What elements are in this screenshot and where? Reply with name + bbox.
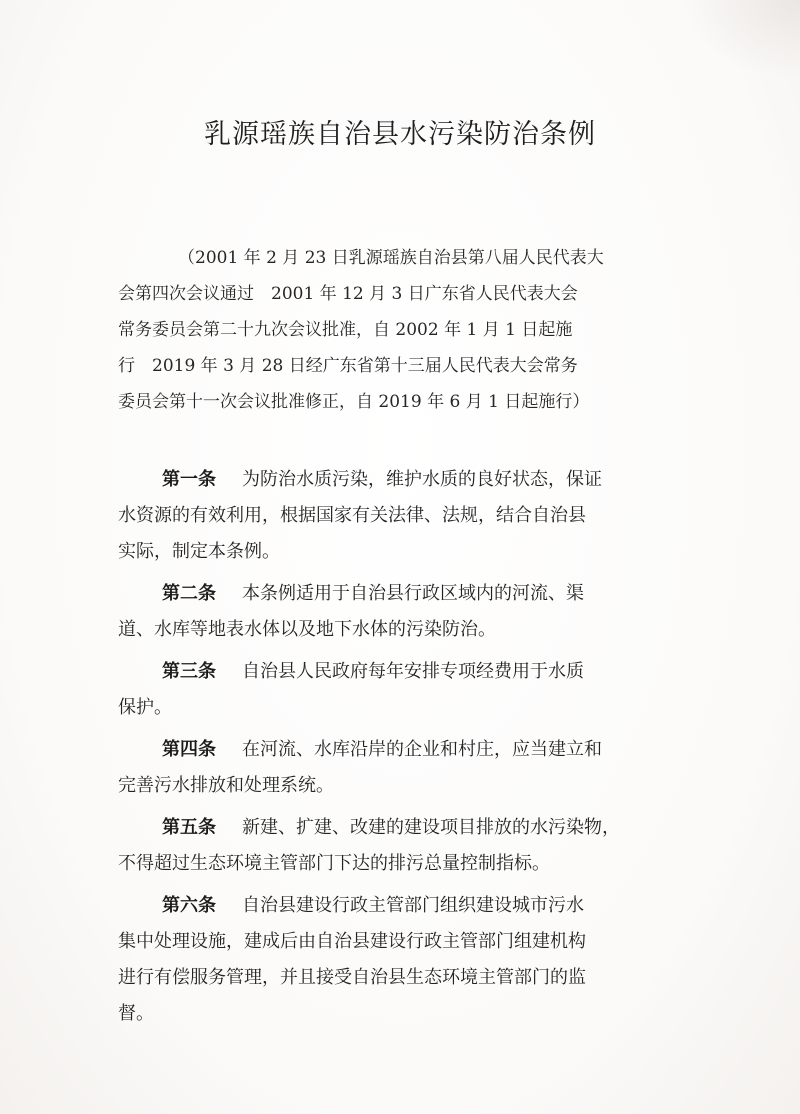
article-line <box>118 888 696 924</box>
article-3 <box>118 654 696 726</box>
preamble-line: 委员会第十一次会议批准修正，自 2019 年 6 月 1 日起施行） <box>118 392 590 412</box>
article-line: 完善污水排放和处理系统。 <box>118 775 334 796</box>
preamble <box>118 240 696 420</box>
article-line: 集中处理设施，建成后由自治县建设行政主管部门组建机构 <box>118 931 586 952</box>
article-text: 为防治水质污染，维护水质的良好状态，保证 <box>242 469 602 490</box>
article-4 <box>118 732 696 804</box>
article-line <box>118 654 696 690</box>
preamble-line: 常务委员会第二十九次会议批准，自 2002 年 1 月 1 日起施 <box>118 320 573 340</box>
article-line <box>118 810 696 846</box>
articles <box>118 462 696 1038</box>
article-line: 道、水库等地表水体以及地下水体的污染防治。 <box>118 619 496 640</box>
article-line: 不得超过生态环境主管部门下达的排污总量控制指标。 <box>118 853 550 874</box>
article-5 <box>118 810 696 882</box>
article-6 <box>118 888 696 1032</box>
article-2 <box>118 576 696 648</box>
preamble-line: 行 2019 年 3 月 28 日经广东省第十三届人民代表大会常务 <box>118 356 578 376</box>
article-line <box>118 732 696 768</box>
article-number: 第六条 <box>162 895 216 916</box>
paper-stain <box>680 0 800 80</box>
article-text: 在河流、水库沿岸的企业和村庄，应当建立和 <box>242 739 602 760</box>
preamble-line: （2001 年 2 月 23 日乳源瑶族自治县第八届人民代表大 <box>178 248 604 268</box>
article-line: 督。 <box>118 1003 154 1024</box>
article-line: 实际，制定本条例。 <box>118 541 280 562</box>
document-title: 乳源瑶族自治县水污染防治条例 <box>204 119 596 150</box>
article-number: 第二条 <box>162 583 216 604</box>
article-number: 第五条 <box>162 817 216 838</box>
article-line: 保护。 <box>118 697 172 718</box>
preamble-line: 会第四次会议通过 2001 年 12 月 3 日广东省人民代表大会 <box>118 284 578 304</box>
article-text: 自治县建设行政主管部门组织建设城市污水 <box>242 895 584 916</box>
article-text: 新建、扩建、改建的建设项目排放的水污染物， <box>242 817 620 838</box>
article-1 <box>118 462 696 570</box>
article-number: 第三条 <box>162 661 216 682</box>
article-line <box>118 462 696 498</box>
article-number: 第四条 <box>162 739 216 760</box>
article-line: 水资源的有效利用，根据国家有关法律、法规，结合自治县 <box>118 505 586 526</box>
article-number: 第一条 <box>162 469 216 490</box>
article-line <box>118 576 696 612</box>
article-line: 进行有偿服务管理，并且接受自治县生态环境主管部门的监 <box>118 967 586 988</box>
article-text: 本条例适用于自治县行政区域内的河流、渠 <box>242 583 584 604</box>
article-text: 自治县人民政府每年安排专项经费用于水质 <box>242 661 584 682</box>
